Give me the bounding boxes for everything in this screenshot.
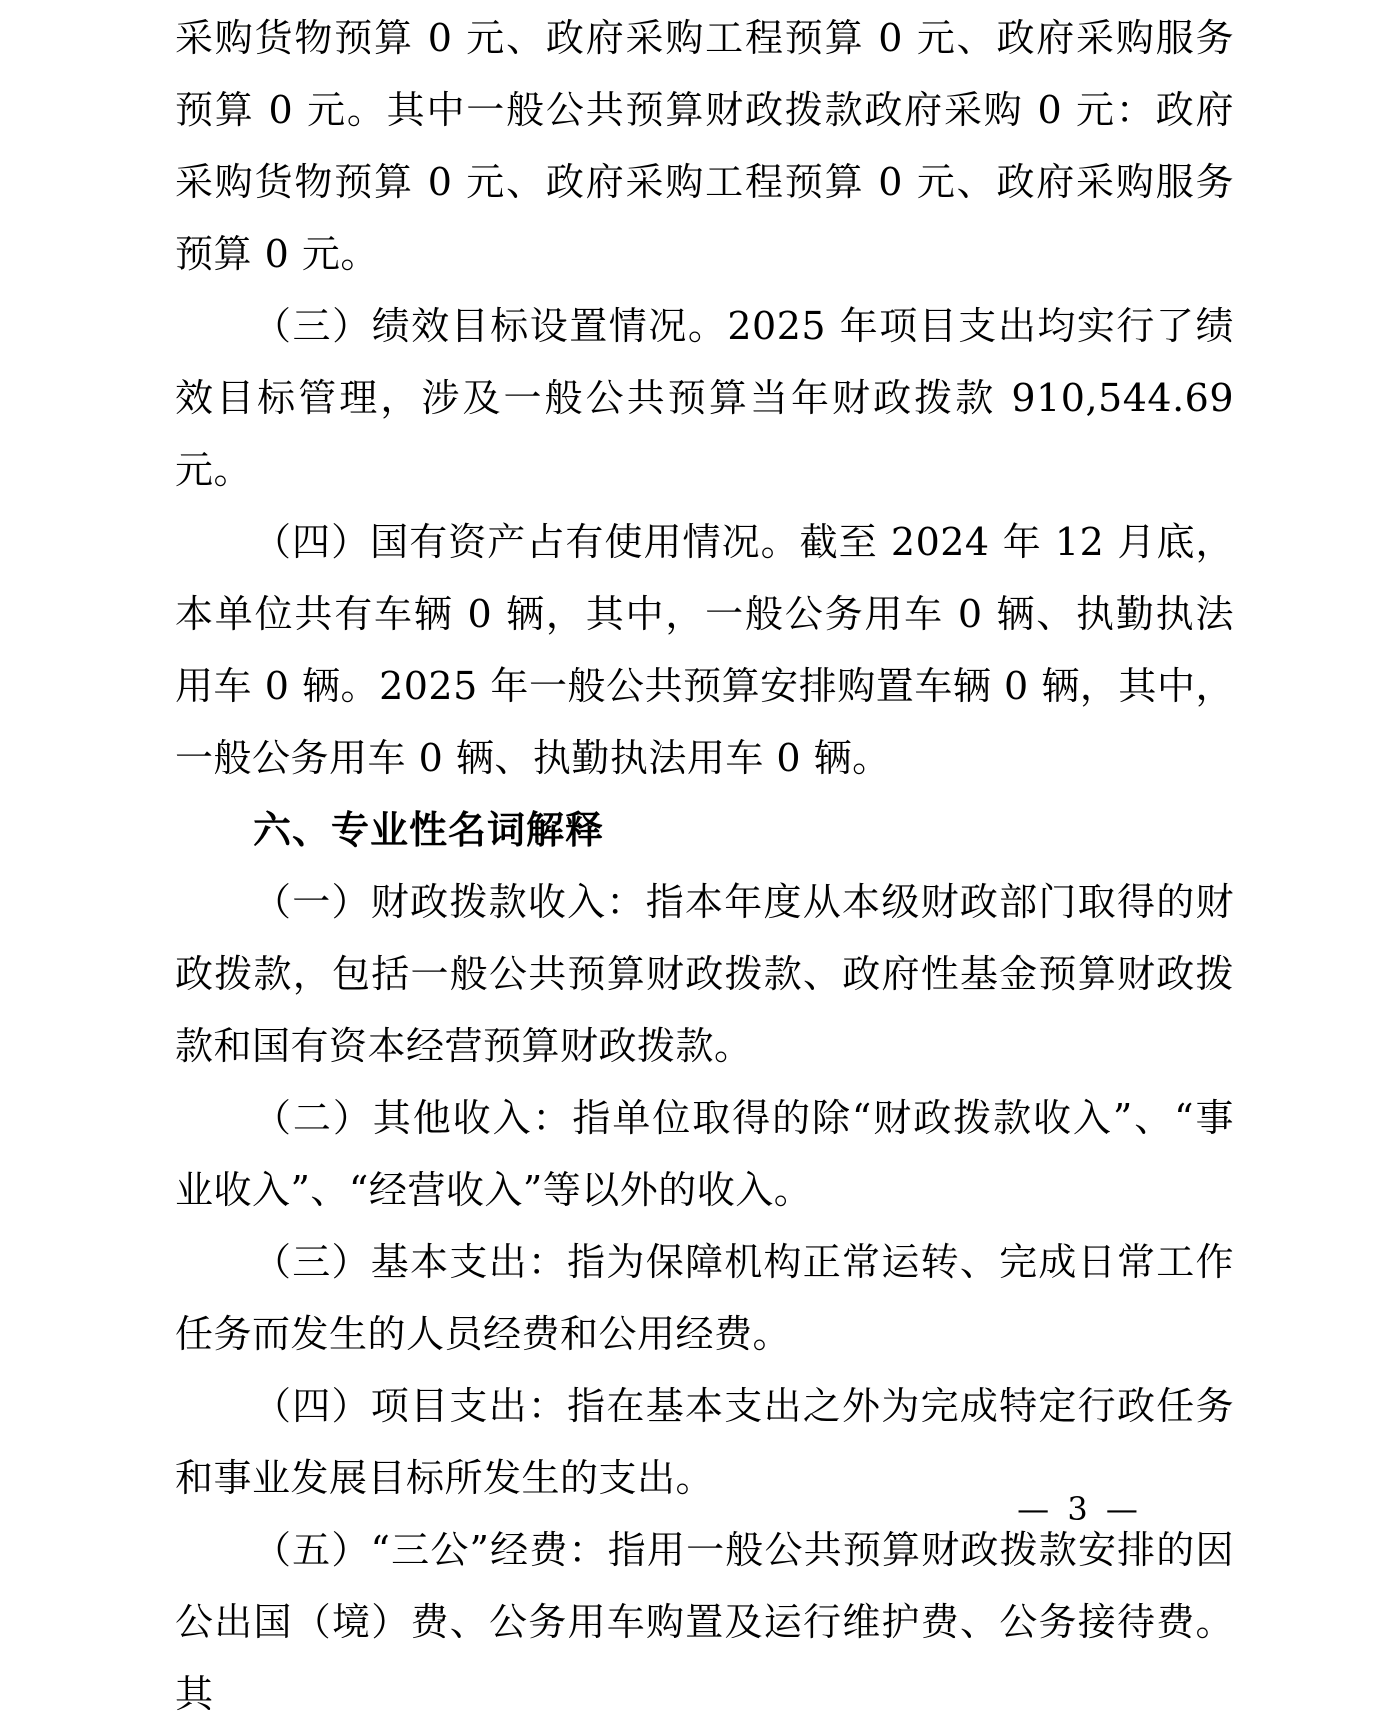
paragraph-performance-goal: （三）绩效目标设置情况。2025 年项目支出均实行了绩效目标管理，涉及一般公共预算当年财政拨款 910,544.69 元。 — [175, 304, 1234, 492]
page-number: — 3 — — [1017, 1490, 1142, 1528]
definition-project-expenditure: （四）项目支出：指在基本支出之外为完成特定行政任务和事业发展目标所发生的支出。 — [175, 1384, 1234, 1500]
definition-basic-expenditure: （三）基本支出：指为保障机构正常运转、完成日常工作任务而发生的人员经费和公用经费。 — [175, 1240, 1234, 1356]
definition-three-public-funds: （五）“三公”经费：指用一般公共预算财政拨款安排的因公出国（境）费、公务用车购置及运行维护费、公务接待费。其 — [175, 1528, 1234, 1716]
page-footer — [0, 1490, 1399, 1528]
document-body — [175, 0, 1234, 1730]
paragraph-state-assets: （四）国有资产占有使用情况。截至 2024 年 12 月底，本单位共有车辆 0 辆，其中，一般公务用车 0 辆、执勤执法用车 0 辆。2025 年一般公共预算安排购置车辆 0 辆，其中，一般公务用车 0 辆、执勤执法用车 0 辆。 — [175, 520, 1234, 780]
paragraph-procurement-continued: 采购货物预算 0 元、政府采购工程预算 0 元、政府采购服务预算 0 元。其中一般公共预算财政拨款政府采购 0 元：政府采购货物预算 0 元、政府采购工程预算 0 元、政府采购服务预算 0 元。 — [175, 16, 1234, 276]
section-heading-terminology: 六、专业性名词解释 — [253, 807, 605, 852]
definition-other-income: （二）其他收入：指单位取得的除“财政拨款收入”、“事业收入”、“经营收入”等以外的收入。 — [175, 1096, 1234, 1212]
definition-fiscal-appropriation-income: （一）财政拨款收入：指本年度从本级财政部门取得的财政拨款，包括一般公共预算财政拨款、政府性基金预算财政拨款和国有资本经营预算财政拨款。 — [175, 880, 1234, 1068]
